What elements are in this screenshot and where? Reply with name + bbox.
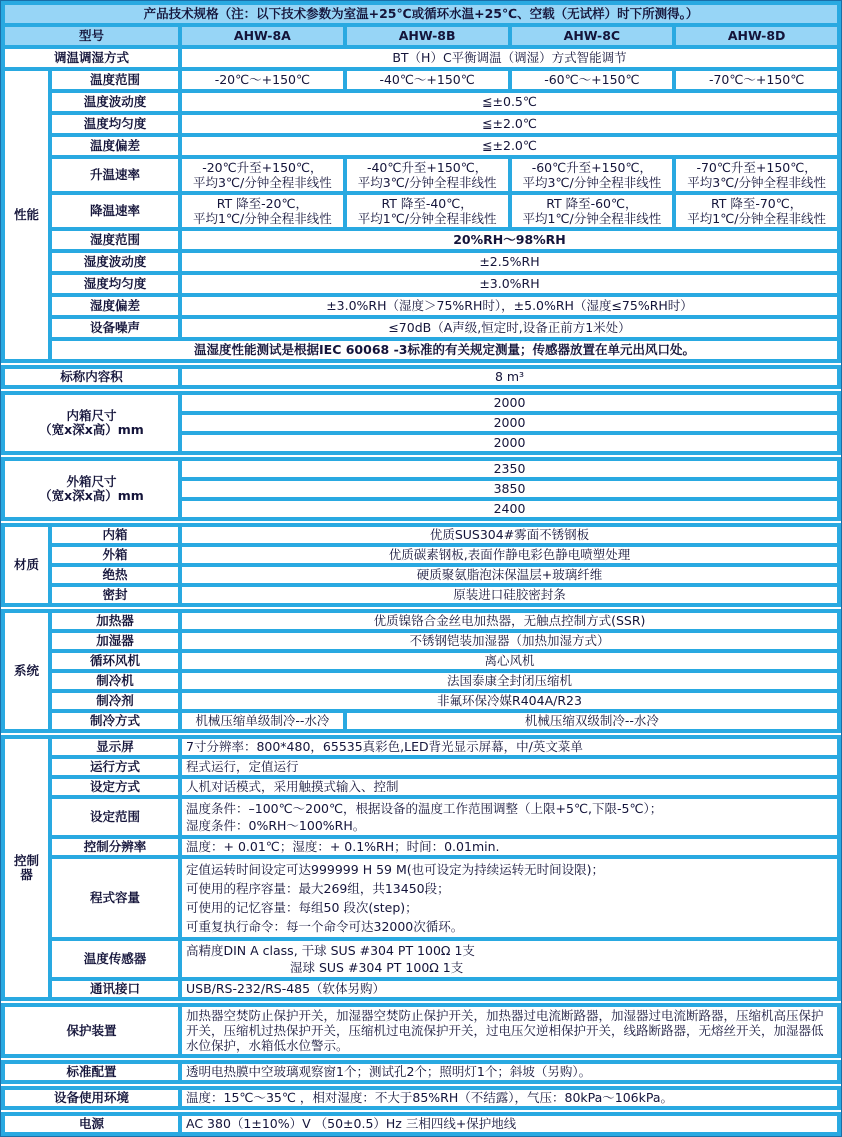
material-inner-label: 内箱 bbox=[52, 527, 178, 543]
controller-sensor-value bbox=[182, 941, 837, 977]
temp-range-value-d: -70℃～+150℃ bbox=[676, 71, 837, 89]
sensor-dry-bulb-line: 高精度DIN A class, 干球 SUS #304 PT 100Ω 1支 bbox=[186, 943, 475, 958]
inner-size-section-table bbox=[1, 391, 841, 455]
std-config-value: 透明电热膜中空玻璃观察窗1个；测试孔2个；照明灯1个；斜坡（另购）。 bbox=[182, 1064, 837, 1080]
section-label-system: 系统 bbox=[5, 613, 48, 729]
std-config-section-table bbox=[1, 1060, 841, 1084]
noise-label: 设备噪声 bbox=[52, 319, 178, 337]
material-seal-label: 密封 bbox=[52, 587, 178, 603]
program-line1: 定值运转时间设定可达999999 H 59 M(也可设定为持续运转无时间设限)； bbox=[186, 862, 604, 877]
controller-display-label: 显示屏 bbox=[52, 739, 178, 755]
page-title: 产品技术规格（注：以下技术参数为室温+25℃或循环水温+25℃、空载（无试样）时下所测得。） bbox=[5, 5, 837, 23]
controller-run-mode-label: 运行方式 bbox=[52, 759, 178, 775]
cool-rate-c-line1: RT 降至-60℃， bbox=[546, 196, 638, 211]
temp-dev-label: 温度偏差 bbox=[52, 137, 178, 155]
material-insulation-value: 硬质聚氨脂泡沫保温层+玻璃纤维 bbox=[182, 567, 837, 583]
program-line2: 可使用的程序容量：最大269组，共13450段； bbox=[186, 881, 450, 896]
section-label-controller: 控制器 bbox=[5, 739, 48, 997]
section-label-performance: 性能 bbox=[5, 71, 48, 359]
temp-unif-label: 温度均匀度 bbox=[52, 115, 178, 133]
outer-size-height: 2400 bbox=[182, 501, 837, 517]
hum-range-value: 20%RH～98%RH bbox=[182, 231, 837, 249]
controller-comm-label: 通讯接口 bbox=[52, 981, 178, 997]
system-section-table bbox=[1, 609, 841, 733]
system-compressor-label: 制冷机 bbox=[52, 673, 178, 689]
system-cooling-label: 制冷方式 bbox=[52, 713, 178, 729]
hum-dev-value: ±3.0%RH（湿度＞75%RH时），±5.0%RH（湿度≤75%RH时） bbox=[182, 297, 837, 315]
cool-rate-b-line2: 平均1℃/分钟全程非线性 bbox=[357, 211, 497, 226]
mode-row-label: 调温调湿方式 bbox=[5, 49, 178, 67]
material-outer-value: 优质碳素钢板,表面作静电彩色静电喷塑处理 bbox=[182, 547, 837, 563]
controller-set-range-value bbox=[182, 799, 837, 835]
model-ahw-8b: AHW-8B bbox=[347, 27, 508, 45]
heat-rate-d-line1: -70℃升至+150℃， bbox=[696, 160, 817, 175]
controller-section-table bbox=[1, 735, 841, 1001]
system-humidifier-value: 不锈钢铠装加湿器（加热加湿方式） bbox=[182, 633, 837, 649]
controller-program-label: 程式容量 bbox=[52, 859, 178, 937]
environment-section-table bbox=[1, 1086, 841, 1110]
volume-label: 标称内容积 bbox=[5, 369, 178, 385]
temp-dev-value: ≦±2.0℃ bbox=[182, 137, 837, 155]
controller-set-mode-value: 人机对话模式，采用触摸式输入、控制 bbox=[182, 779, 837, 795]
system-refrigerant-label: 制冷剂 bbox=[52, 693, 178, 709]
inner-size-height: 2000 bbox=[182, 435, 837, 451]
cool-rate-a-line1: RT 降至-20℃， bbox=[216, 196, 309, 211]
model-row-label: 型号 bbox=[5, 27, 178, 45]
inner-size-label bbox=[5, 395, 178, 451]
heat-rate-label: 升温速率 bbox=[52, 159, 178, 191]
material-insulation-label: 绝热 bbox=[52, 567, 178, 583]
heat-rate-value-b bbox=[347, 159, 508, 191]
material-section-table bbox=[1, 523, 841, 607]
outer-size-depth: 3850 bbox=[182, 481, 837, 497]
hum-fluct-value: ±2.5%RH bbox=[182, 253, 837, 271]
heat-rate-d-line2: 平均3℃/分钟全程非线性 bbox=[687, 175, 826, 190]
model-ahw-8c: AHW-8C bbox=[512, 27, 673, 45]
inner-size-depth: 2000 bbox=[182, 415, 837, 431]
cool-rate-d-line2: 平均1℃/分钟全程非线性 bbox=[687, 211, 826, 226]
temp-range-value-c: -60℃～+150℃ bbox=[512, 71, 673, 89]
controller-sensor-label: 温度传感器 bbox=[52, 941, 178, 977]
outer-size-label bbox=[5, 461, 178, 517]
controller-program-value bbox=[182, 859, 837, 937]
controller-resolution-value: 温度：+ 0.01℃；湿度：+ 0.1%RH；时间：0.01min. bbox=[182, 839, 837, 855]
protection-section-table bbox=[1, 1003, 841, 1058]
inner-size-width: 2000 bbox=[182, 395, 837, 411]
protection-label: 保护装置 bbox=[5, 1007, 178, 1054]
system-cooling-single-stage: 机械压缩单级制冷--水冷 bbox=[182, 713, 343, 729]
controller-set-range-label: 设定范围 bbox=[52, 799, 178, 835]
controller-run-mode-value: 程式运行，定值运行 bbox=[182, 759, 837, 775]
outer-size-label-line2: （宽x深x高）mm bbox=[39, 488, 144, 503]
environment-value: 温度：15℃～35℃ ，相对湿度：不大于85%RH（不结露），气压：80kPa～106kPa。 bbox=[182, 1090, 837, 1106]
material-outer-label: 外箱 bbox=[52, 547, 178, 563]
program-line3: 可使用的记忆容量：每组50 段次(step)； bbox=[186, 900, 418, 915]
controller-resolution-label: 控制分辨率 bbox=[52, 839, 178, 855]
temp-range-value-a: -20℃～+150℃ bbox=[182, 71, 343, 89]
controller-set-mode-label: 设定方式 bbox=[52, 779, 178, 795]
heat-rate-c-line1: -60℃升至+150℃， bbox=[531, 160, 653, 175]
cool-rate-value-a bbox=[182, 195, 343, 227]
system-heater-label: 加热器 bbox=[52, 613, 178, 629]
heat-rate-value-d bbox=[676, 159, 837, 191]
environment-label: 设备使用环境 bbox=[5, 1090, 178, 1106]
section-label-material: 材质 bbox=[5, 527, 48, 603]
hum-dev-label: 湿度偏差 bbox=[52, 297, 178, 315]
system-fan-value: 离心风机 bbox=[182, 653, 837, 669]
power-value: AC 380（1±10%）V （50±0.5）Hz 三相四线+保护地线 bbox=[182, 1116, 837, 1132]
cool-rate-value-d bbox=[676, 195, 837, 227]
inner-size-label-line2: （宽x深x高）mm bbox=[39, 422, 144, 437]
hum-unif-label: 湿度均匀度 bbox=[52, 275, 178, 293]
hum-fluct-label: 湿度波动度 bbox=[52, 253, 178, 271]
cool-rate-b-line1: RT 降至-40℃， bbox=[381, 196, 473, 211]
hum-range-label: 湿度范围 bbox=[52, 231, 178, 249]
material-inner-value: 优质SUS304#雾面不锈钢板 bbox=[182, 527, 837, 543]
set-range-temp-line: 温度条件：–100℃～200℃，根据设备的温度工作范围调整（上限+5℃,下限-5℃）； bbox=[186, 801, 663, 816]
cool-rate-value-b bbox=[347, 195, 508, 227]
sensor-wet-bulb-line: 湿球 SUS #304 PT 100Ω 1支 bbox=[290, 960, 464, 975]
system-cooling-double-stage: 机械压缩双级制冷--水冷 bbox=[347, 713, 837, 729]
cool-rate-value-c bbox=[512, 195, 673, 227]
std-config-label: 标准配置 bbox=[5, 1064, 178, 1080]
program-line4: 可重复执行命令：每一个命令可达32000次循环。 bbox=[186, 919, 464, 934]
temp-range-value-b: -40℃～+150℃ bbox=[347, 71, 508, 89]
performance-test-note: 温湿度性能测试是根据IEC 60068 -3标准的有关规定测量；传感器放置在单元出风口处。 bbox=[52, 341, 837, 359]
heat-rate-b-line2: 平均3℃/分钟全程非线性 bbox=[357, 175, 497, 190]
outer-size-label-line1: 外箱尺寸 bbox=[66, 474, 117, 489]
temp-fluct-label: 温度波动度 bbox=[52, 93, 178, 111]
heat-rate-value-a bbox=[182, 159, 343, 191]
heat-rate-a-line2: 平均3℃/分钟全程非线性 bbox=[193, 175, 332, 190]
cool-rate-c-line2: 平均1℃/分钟全程非线性 bbox=[522, 211, 662, 226]
volume-value: 8 m³ bbox=[182, 369, 837, 385]
temp-unif-value: ≦±2.0℃ bbox=[182, 115, 837, 133]
inner-size-label-line1: 内箱尺寸 bbox=[66, 408, 117, 423]
performance-section-table bbox=[1, 1, 841, 363]
cool-rate-d-line1: RT 降至-70℃， bbox=[710, 196, 803, 211]
power-label: 电源 bbox=[5, 1116, 178, 1132]
outer-size-section-table bbox=[1, 457, 841, 521]
temp-range-label: 温度范围 bbox=[52, 71, 178, 89]
system-refrigerant-value: 非氟环保冷媒R404A/R23 bbox=[182, 693, 837, 709]
hum-unif-value: ±3.0%RH bbox=[182, 275, 837, 293]
system-heater-value: 优质镍铬合金丝电加热器，无触点控制方式(SSR) bbox=[182, 613, 837, 629]
material-seal-value: 原装进口硅胶密封条 bbox=[182, 587, 837, 603]
temp-fluct-value: ≦±0.5℃ bbox=[182, 93, 837, 111]
heat-rate-value-c bbox=[512, 159, 673, 191]
heat-rate-b-line1: -40℃升至+150℃， bbox=[366, 160, 488, 175]
controller-comm-value: USB/RS-232/RS-485（软体另购） bbox=[182, 981, 837, 997]
volume-section-table bbox=[1, 365, 841, 389]
system-compressor-value: 法国泰康全封闭压缩机 bbox=[182, 673, 837, 689]
protection-value: 加热器空焚防止保护开关，加湿器空焚防止保护开关，加热器过电流断路器，加湿器过电流断路器，压缩机高压保护开关，压缩机过热保护开关，压缩机过电流保护开关，过电压欠逆相保护开关，线路断路器，无熔丝开关，加湿器低水位保护，水箱低水位警示。 bbox=[182, 1007, 837, 1054]
cool-rate-label: 降温速率 bbox=[52, 195, 178, 227]
heat-rate-c-line2: 平均3℃/分钟全程非线性 bbox=[522, 175, 662, 190]
cool-rate-a-line2: 平均1℃/分钟全程非线性 bbox=[193, 211, 332, 226]
power-section-table bbox=[1, 1112, 841, 1136]
set-range-hum-line: 湿度条件：0%RH～100%RH。 bbox=[186, 818, 366, 833]
controller-display-value: 7寸分辨率：800*480，65535真彩色,LED背光显示屏幕，中/英文菜单 bbox=[182, 739, 837, 755]
model-ahw-8a: AHW-8A bbox=[182, 27, 343, 45]
model-ahw-8d: AHW-8D bbox=[676, 27, 837, 45]
heat-rate-a-line1: -20℃升至+150℃， bbox=[202, 160, 323, 175]
outer-size-width: 2350 bbox=[182, 461, 837, 477]
mode-row-value: BT（H）C平衡调温（调湿）方式智能调节 bbox=[182, 49, 837, 67]
noise-value: ≤70dB（A声级,恒定时,设备正前方1米处） bbox=[182, 319, 837, 337]
system-humidifier-label: 加湿器 bbox=[52, 633, 178, 649]
system-fan-label: 循环风机 bbox=[52, 653, 178, 669]
